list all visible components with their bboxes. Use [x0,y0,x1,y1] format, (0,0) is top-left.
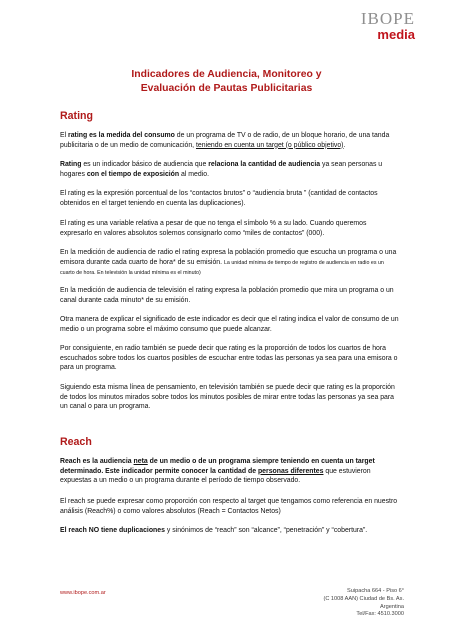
text-run: que estuvieron expuestas a un medio o un programa durante el período de tiempo observado. [60,467,371,485]
reach-paragraph-1 [60,457,400,486]
logo-line-1: IBOPE [360,9,415,28]
title-line-2: Evaluación de Pautas Publicitarias [140,83,313,94]
text-run-bold: de un medio o de un programa siempre teniendo en cuenta un target determinado. Este indicador permite conocer la cantidad de [60,458,375,475]
address-line-2: (C 1008 AAN) Ciudad de Bs. As. [323,595,404,602]
reach-paragraph-3 [60,526,400,536]
text-run: . [343,141,346,149]
text-run: y sinónimos de “reach” son “alcance”, “penetración” y “cobertura”. [164,527,368,534]
text-run-bold: Rating [60,161,82,168]
text-run-bold-underline: neta [133,458,148,465]
text-run: ya sean personas u hogares [60,161,383,178]
text-run: El [60,132,69,139]
rating-paragraph-2 [60,160,400,179]
text-run: de un programa de TV o de radio, de un bloque horario, de una tanda publicitaria o de un medio de comunicación, [60,132,390,149]
text-run: En la medición de audiencia de radio el rating expresa la población promedio que escucha un programa o una emisora durante cada cuarto de hora* de su emisión. [60,249,397,266]
text-run-bold: Reach es la audiencia [60,458,134,465]
rating-paragraph-4: El rating es una variable relativa a pesar de que no tenga el símbolo % a su lado. Cuando queremos expresarlo en valores absolutos solemos consignarlo como “miles de contactos” (000). [60,220,367,237]
reach-paragraph-2: El reach se puede expresar como proporción con respecto al target que tengamos como referencia en nuestro análisis (Reach%) o como valores absolutos (Reach = Contactos Netos) [60,498,398,515]
rating-paragraph-7: Otra manera de explicar el significado de este indicador es decir que el rating indica el valor de consumo de un medio o un programa sobre el máximo consumo que puede alcanzar. [60,316,399,333]
address-line-3: Argentina [380,603,404,610]
text-run-underline: teniendo en cuenta un target (o público objetivo) [195,141,344,149]
rating-heading: Rating [60,110,93,122]
rating-paragraph-3: El rating es la expresión porcentual de los “contactos brutos” o “audiencia bruta ” (cantidad de contactos obtenidos en el target teniendo en cuenta las duplicaciones). [60,190,378,207]
address-line-1: Suipacha 664 - Piso 6° [347,588,404,594]
rating-paragraph-5 [60,248,400,279]
text-run: al medio. [179,170,209,178]
footer-address [323,588,404,619]
title-line-1: Indicadores de Audiencia, Monitoreo y [131,69,322,80]
text-run: es un indicador básico de audiencia que [81,161,209,168]
ibope-media-logo [361,10,415,41]
text-run-bold: con el tiempo de exposición [86,170,180,178]
rating-paragraph-6: En la medición de audiencia de televisión el rating expresa la población promedio que mira un programa o un canal durante cada minuto* de su emisión. [60,287,394,304]
document-title [60,68,393,96]
text-run-bold: rating es la medida del consumo [68,132,175,139]
text-run-bold: relaciona la cantidad de audiencia [208,161,321,168]
rating-paragraph-1 [60,131,400,150]
reach-heading: Reach [60,436,92,448]
text-run-bold: El reach NO tiene duplicaciones [60,527,165,534]
logo-line-2: media [377,27,415,42]
rating-paragraph-8: Por consiguiente, en radio también se puede decir que rating es la proporción de todos los cuartos de hora escuchados sobre todos los cuartos posibles de escuchar entre todas las personas ya sea para una emisora o para un programa. [60,345,398,372]
text-run-bold-underline: personas diferentes [257,467,324,475]
text-run-small: La unidad mínima de tiempo de registro de audiencia en radio es un cuarto de hora. En televisión la unidad mínima es el minuto) [60,259,384,277]
rating-paragraph-9: Siguiendo esta misma línea de pensamiento, en televisión también se puede decir que rating es la proporción de todos los minutos mirados sobre todos los minutos posibles de mirar entre todas las personas ya sea para un canal o para un programa. [60,384,395,411]
address-line-4: Tel/Fax: 4510.3000 [356,611,404,618]
footer-website-link[interactable]: www.ibope.com.ar [60,590,106,596]
